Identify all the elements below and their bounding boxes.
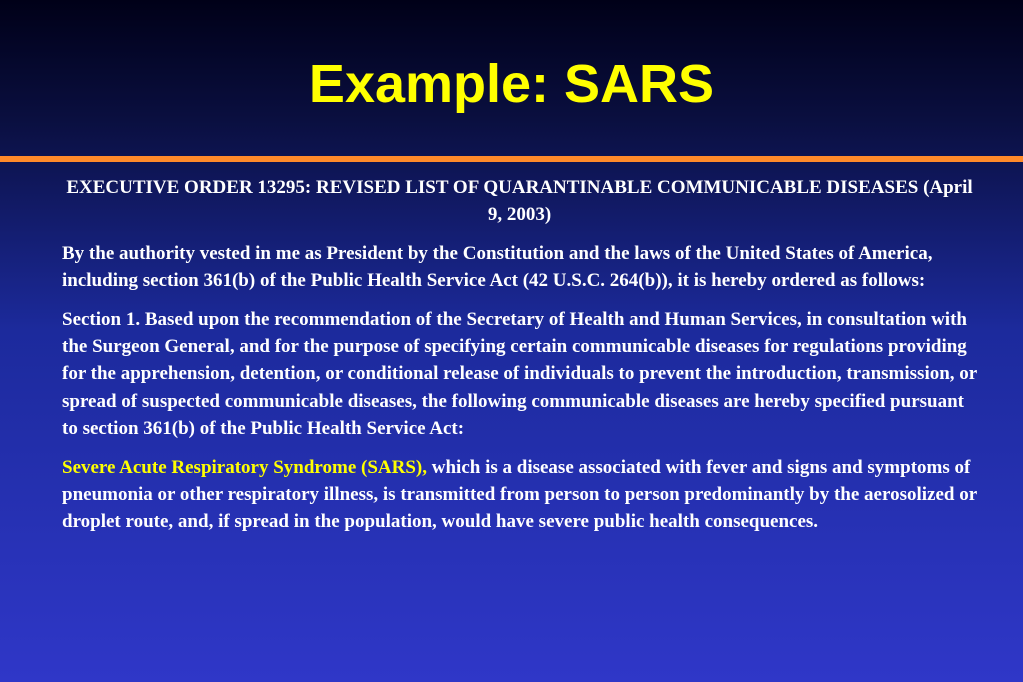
sars-description: which is a disease associated with fever and signs and symptoms of pneumonia or other respiratory illness, is transmitted from person to person predominantly by the aerosolized or droplet route, and, if spread in the population, would have severe public health consequences. <box>62 456 977 533</box>
sars-paragraph <box>62 454 977 536</box>
section-1-paragraph: Section 1. Based upon the recommendation of the Secretary of Health and Human Services, in consultation with the Surgeon General, and for the purpose of specifying certain communicable diseases for regulations providing for the apprehension, detention, or conditional release of individuals to prevent the introduction, transmission, or spread of suspected communicable diseases, the following communicable diseases are hereby specified pursuant to section 361(b) of the Public Health Service Act: <box>62 308 977 440</box>
slide-title: Example: SARS <box>308 54 715 114</box>
executive-order-heading: EXECUTIVE ORDER 13295: REVISED LIST OF QUARANTINABLE COMMUNICABLE DISEASES (April 9, 2003) <box>66 177 973 226</box>
sars-term: Severe Acute Respiratory Syndrome (SARS), <box>62 456 428 478</box>
title-divider <box>0 156 1023 162</box>
slide-body <box>62 174 977 547</box>
authority-paragraph: By the authority vested in me as President by the Constitution and the laws of the United States of America, including section 361(b) of the Public Health Service Act (42 U.S.C. 264(b)), it is hereby ordered as follows: <box>62 242 933 292</box>
